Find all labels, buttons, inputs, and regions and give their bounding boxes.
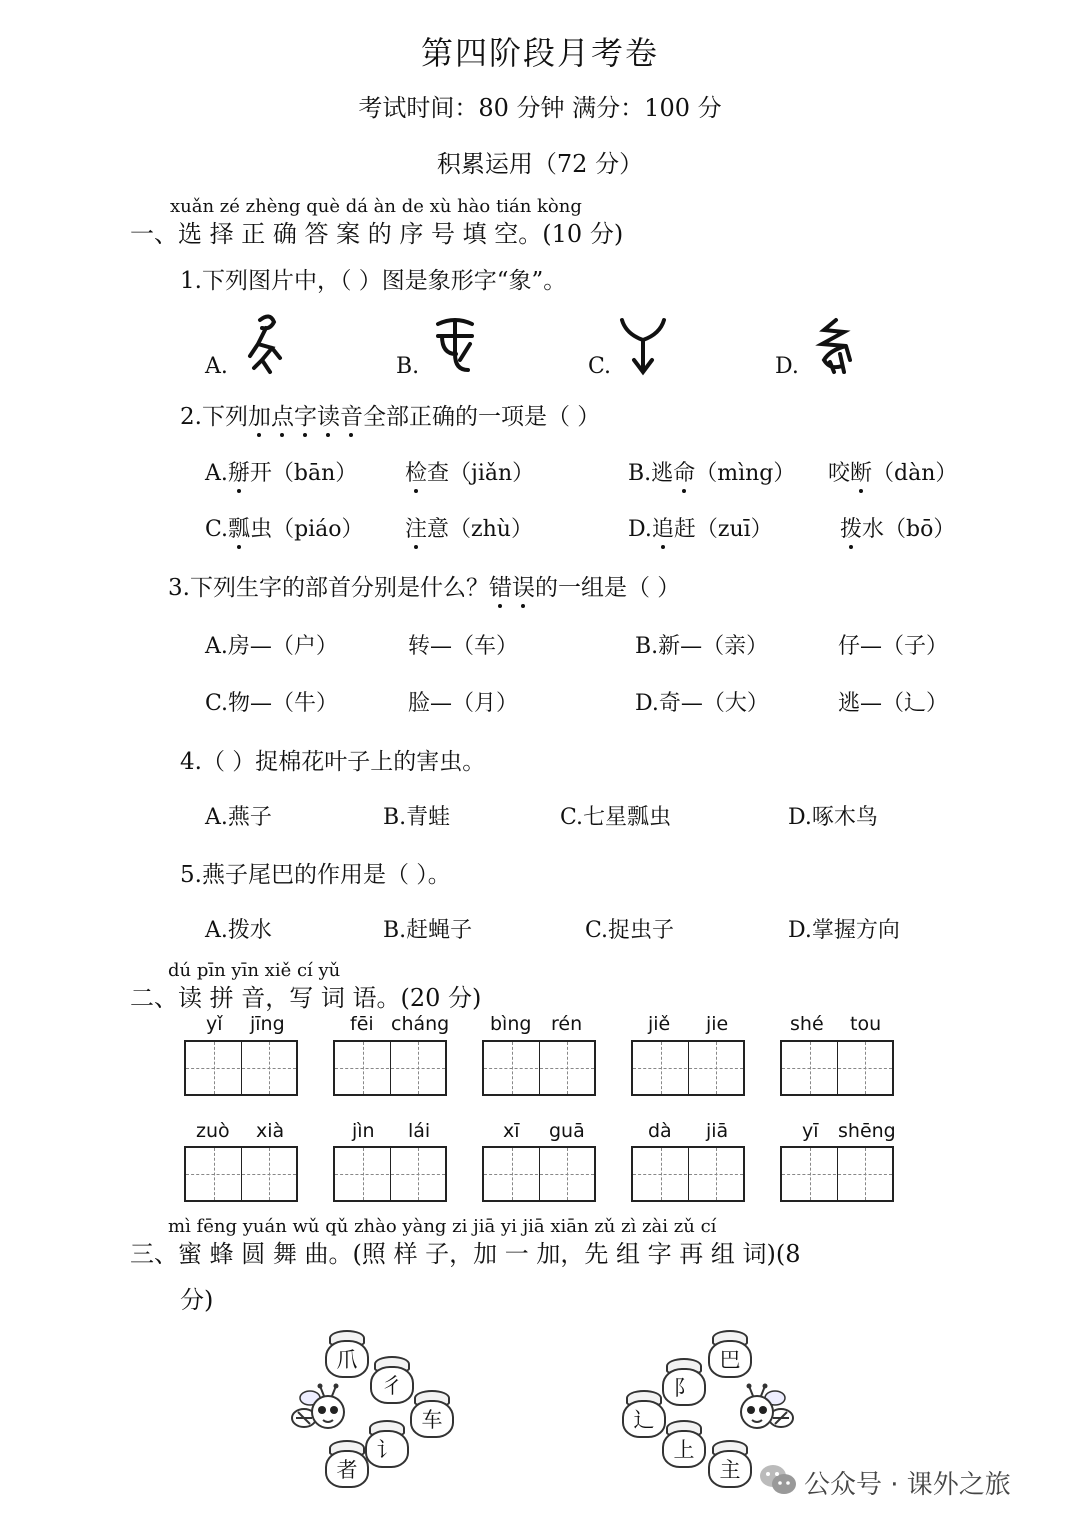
q4-option-b: B.青蛙	[383, 805, 451, 830]
q5-option-b: B.赶蝇子	[383, 918, 473, 943]
bee-icon	[735, 1382, 795, 1438]
q3-option-d1: D.奇—（大）	[635, 691, 769, 716]
q3-option-b1: B.新—（亲）	[635, 634, 769, 659]
part1-pinyin: xuǎn zé zhèng què dá àn de xù hào tián kòng	[170, 196, 582, 217]
q2-option-d1: D.追赶（zuī）	[628, 512, 773, 543]
word-8-pinyin-a: xī	[503, 1120, 520, 1142]
word-3-pinyin-a: bìng	[490, 1013, 532, 1035]
honey-jar-icon: 阝	[662, 1358, 706, 1406]
q5-option-c: C.捉虫子	[585, 918, 675, 943]
q3-dotted-text: 错误	[489, 575, 535, 601]
word-5-pinyin-a: shé	[790, 1013, 824, 1035]
q1-option-c-label: C.	[588, 354, 612, 379]
word-8-pinyin-b: guā	[549, 1120, 585, 1142]
part2-heading: 二、读 拼 音，写 词 语。(20 分)	[130, 984, 482, 1012]
honey-jar-icon: 者	[325, 1440, 369, 1488]
bee-icon	[290, 1382, 350, 1438]
writing-grid-4[interactable]	[631, 1040, 745, 1096]
word-1-pinyin-a: yǐ	[206, 1013, 223, 1035]
honey-jar-icon: 巴	[708, 1330, 752, 1378]
q2-option-b1: B.逃命（mìng）	[628, 456, 795, 487]
q2-option-a2: 检查（jiǎn）	[405, 456, 534, 487]
word-7-pinyin-a: jìn	[352, 1120, 375, 1142]
writing-grid-2[interactable]	[333, 1040, 447, 1096]
q1-option-b-label: B.	[396, 354, 420, 379]
writing-grid-9[interactable]	[631, 1146, 745, 1202]
q3-option-c1: C.物—（牛）	[205, 691, 339, 716]
word-2-pinyin-a: fēi	[350, 1013, 374, 1035]
wechat-icon	[758, 1462, 798, 1498]
word-6-pinyin-b: xià	[256, 1120, 285, 1142]
exam-info: 考试时间：80 分钟 满分：100 分	[358, 94, 722, 122]
ancient-glyph-elephant-icon	[240, 310, 290, 376]
part2-pinyin: dú pīn yīn xiě cí yǔ	[168, 960, 341, 981]
q2-option-c2: 注意（zhù）	[405, 512, 533, 543]
section-title: 积累运用（72 分）	[436, 150, 644, 178]
q2-text: 2.下列加点字读音全部正确的一项是（ ）	[180, 398, 600, 431]
q5-text: 5.燕子尾巴的作用是（ ）。	[180, 862, 451, 888]
part3-heading: 三、蜜 蜂 圆 舞 曲。(照 样 子，加 一 加，先 组 字 再 组 词)(8	[130, 1240, 801, 1268]
q2-option-d2: 拨水（bō）	[840, 512, 955, 543]
page-title: 第四阶段月考卷	[420, 34, 659, 72]
q2-dotted-text: 加点字读音	[248, 404, 363, 430]
ancient-glyph-arrow-icon	[616, 316, 670, 376]
honey-jar-icon: 彳	[370, 1356, 414, 1404]
writing-grid-7[interactable]	[333, 1146, 447, 1202]
writing-grid-8[interactable]	[482, 1146, 596, 1202]
q5-option-a: A.拨水	[205, 918, 272, 943]
q4-option-a: A.燕子	[205, 805, 272, 830]
word-9-pinyin-b: jiā	[706, 1120, 729, 1142]
writing-grid-10[interactable]	[780, 1146, 894, 1202]
honey-jar-icon: 主	[708, 1440, 752, 1488]
honey-jar-icon: 讠	[365, 1420, 409, 1468]
honey-jar-icon: 爪	[325, 1330, 369, 1378]
word-10-pinyin-b: shēng	[838, 1120, 896, 1142]
q4-text: 4.（ ）捉棉花叶子上的害虫。	[180, 749, 486, 775]
q4-option-d: D.啄木鸟	[788, 805, 878, 830]
part1-heading: 一、选 择 正 确 答 案 的 序 号 填 空。(10 分)	[130, 220, 624, 248]
q2-option-c1: C.瓢虫（piáo）	[205, 512, 364, 543]
honey-jar-icon: 上	[662, 1420, 706, 1468]
q2-option-a1: A.掰开（bān）	[205, 456, 357, 487]
q1-text: 1.下列图片中，（ ）图是象形字“象”。	[180, 268, 567, 294]
word-2-pinyin-b: cháng	[391, 1013, 450, 1035]
word-1-pinyin-b: jīng	[250, 1013, 285, 1035]
writing-grid-5[interactable]	[780, 1040, 894, 1096]
q3-option-a1: A.房—（户）	[205, 634, 338, 659]
q3-option-c2: 脸—（月）	[408, 691, 519, 716]
honey-jar-icon: 辶	[622, 1390, 666, 1438]
q1-option-d-label: D.	[775, 354, 799, 379]
q3-option-b2: 仔—（子）	[838, 634, 949, 659]
part3-heading-cont: 分)	[180, 1286, 214, 1314]
q1-option-a-label: A.	[205, 354, 228, 379]
writing-grid-6[interactable]	[184, 1146, 298, 1202]
word-4-pinyin-a: jiě	[648, 1013, 671, 1035]
honey-jar-icon: 车	[410, 1390, 454, 1438]
writing-grid-3[interactable]	[482, 1040, 596, 1096]
word-7-pinyin-b: lái	[408, 1120, 431, 1142]
q3-option-a2: 转—（车）	[408, 634, 519, 659]
q2-option-b2: 咬断（dàn）	[828, 456, 957, 487]
q3-option-d2: 逃—（辶）	[838, 691, 949, 716]
word-9-pinyin-a: dà	[648, 1120, 672, 1142]
q4-option-c: C.七星瓢虫	[560, 805, 672, 830]
word-6-pinyin-a: zuò	[196, 1120, 230, 1142]
word-4-pinyin-b: jie	[706, 1013, 729, 1035]
word-10-pinyin-a: yī	[802, 1120, 819, 1142]
word-5-pinyin-b: tou	[850, 1013, 882, 1035]
part3-pinyin: mì fēng yuán wǔ qǔ zhào yàng zi jiā yi jiā xiān zǔ zì zài zǔ cí	[168, 1216, 717, 1237]
ancient-glyph-icon	[810, 316, 860, 376]
watermark-text: 公众号 · 课外之旅	[804, 1470, 1011, 1500]
q3-text: 3.下列生字的部首分别是什么？错误的一组是（ ）	[168, 569, 680, 602]
q5-option-d: D.掌握方向	[788, 918, 900, 943]
ancient-glyph-icon	[430, 314, 480, 376]
writing-grid-1[interactable]	[184, 1040, 298, 1096]
word-3-pinyin-b: rén	[551, 1013, 583, 1035]
